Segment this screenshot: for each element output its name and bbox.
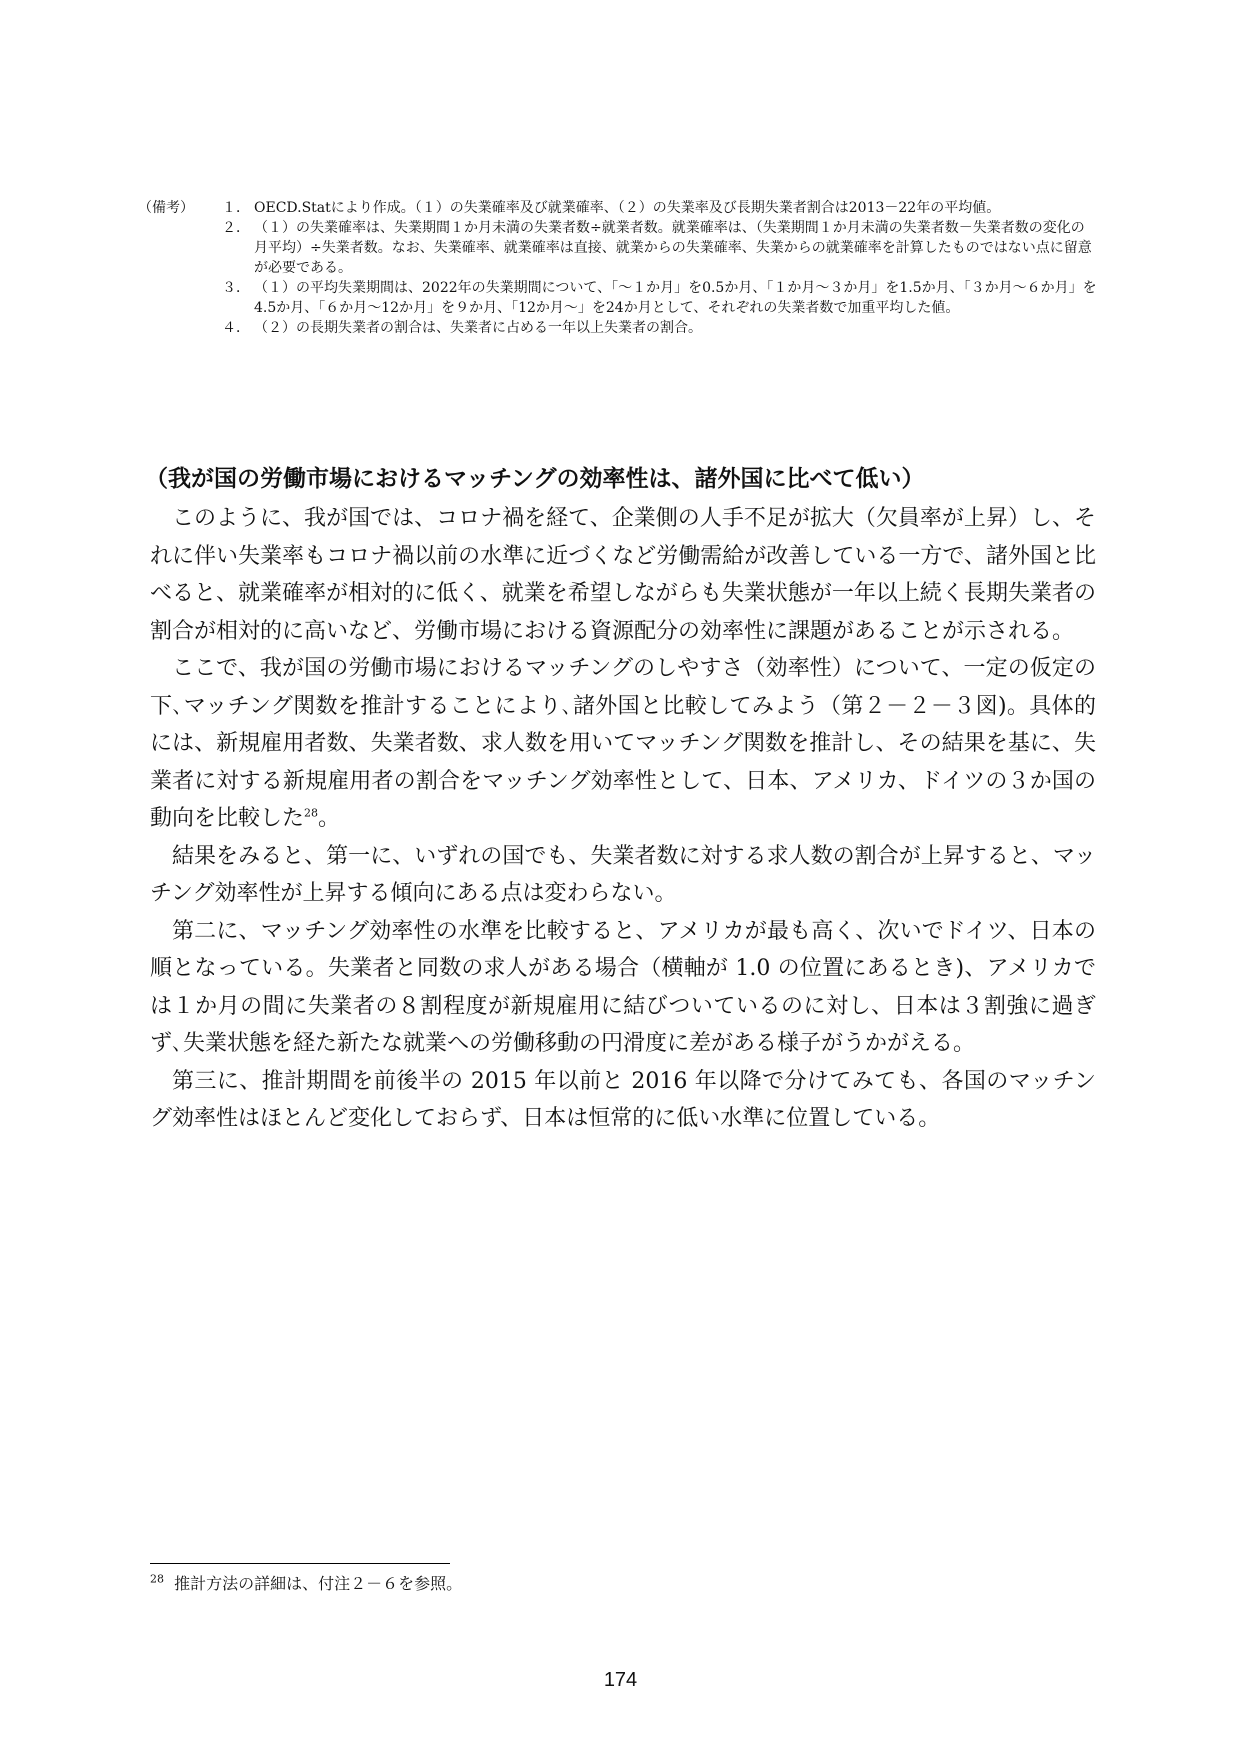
note-text: （２）の長期失業者の割合は、失業者に占める一年以上失業者の割合。 — [254, 320, 702, 336]
figure-notes — [138, 198, 1098, 338]
footnote-text: 推計方法の詳細は、付注２－６を参照。 — [174, 1574, 463, 1593]
paragraph: 結果をみると、第一に、いずれの国でも、失業者数に対する求人数の割合が上昇すると、マッチング効率性が上昇する傾向にある点は変わらない。 — [150, 843, 1096, 906]
paragraph: このように、我が国では、コロナ禍を経て、企業側の人手不足が拡大（欠員率が上昇）し、それに伴い失業率もコロナ禍以前の水準に近づくなど労働需給が改善している一方で、諸外国と比べると、就業確率が相対的に低く、就業を希望しながらも失業状態が一年以上続く長期失業者の割合が相対的に高いなど、労働市場における資源配分の効率性に課題があることが示される。 — [150, 506, 1096, 644]
footnote-reference[interactable]: 28 — [304, 806, 319, 820]
note-number: １． — [222, 200, 250, 216]
note-text: OECD.Statにより作成。（１）の失業確率及び就業確率、（２）の失業率及び長期失業者割合は2013－22年の平均値。 — [254, 200, 1001, 216]
note-item — [138, 218, 1098, 278]
note-item — [138, 318, 1098, 338]
footnote-number: 28 — [150, 1572, 164, 1586]
note-number: ３． — [222, 280, 250, 296]
note-text: （１）の平均失業期間は、2022年の失業期間について、「～１か月」を0.5か月、「１か月～３か月」を1.5か月、「３か月～６か月」を4.5か月、「６か月～12か月」を９か月、「12か月～」を24か月として、それぞれの失業者数で加重平均した値。 — [254, 280, 1097, 316]
note-number: ２． — [222, 220, 250, 236]
note-item — [138, 198, 1098, 218]
note-number: ４． — [222, 320, 250, 336]
note-item — [138, 278, 1098, 318]
paragraph: ここで、我が国の労働市場におけるマッチングのしやすさ（効率性）について、一定の仮定の下､マッチング関数を推計することにより､諸外国と比較してみよう（第２－２－３図)。具体的には、新規雇用者数、失業者数、求人数を用いてマッチング関数を推計し、その結果を基に、失業者に対する新規雇用者の割合をマッチング効率性として、日本、アメリカ、ドイツの３か国の動向を比較した$^{28}$。 — [150, 656, 1096, 831]
footnote — [150, 1573, 462, 1595]
body-text — [150, 500, 1096, 1138]
paragraph: 第三に、推計期間を前後半の 2015 年以前と 2016 年以降で分けてみても、各国のマッチング効率性はほとんど変化しておらず、日本は恒常的に低い水準に位置している。 — [150, 1068, 1096, 1131]
section-heading: （我が国の労働市場におけるマッチングの効率性は、諸外国に比べて低い） — [145, 466, 925, 492]
page-number: 174 — [603, 1669, 638, 1691]
paragraph: 第二に、マッチング効率性の水準を比較すると、アメリカが最も高く、次いでドイツ、日本の順となっている。失業者と同数の求人がある場合（横軸が 1.0 の位置にあるとき)、アメリカでは１か月の間に失業者の８割程度が新規雇用に結びついているのに対し、日本は３割強に過ぎず､失業状態を経た新たな就業への労働移動の円滑度に差がある様子がうかがえる。 — [150, 918, 1096, 1056]
notes-prefix: （備考） — [138, 200, 194, 216]
footnote-divider — [150, 1563, 450, 1564]
note-text: （１）の失業確率は、失業期間１か月未満の失業者数÷就業者数。就業確率は、（失業期間１か月未満の失業者数－失業者数の変化の月平均）÷失業者数。なお、失業確率、就業確率は直接、就業からの失業確率、失業からの就業確率を計算したものではない点に留意が必要である。 — [254, 220, 1092, 276]
